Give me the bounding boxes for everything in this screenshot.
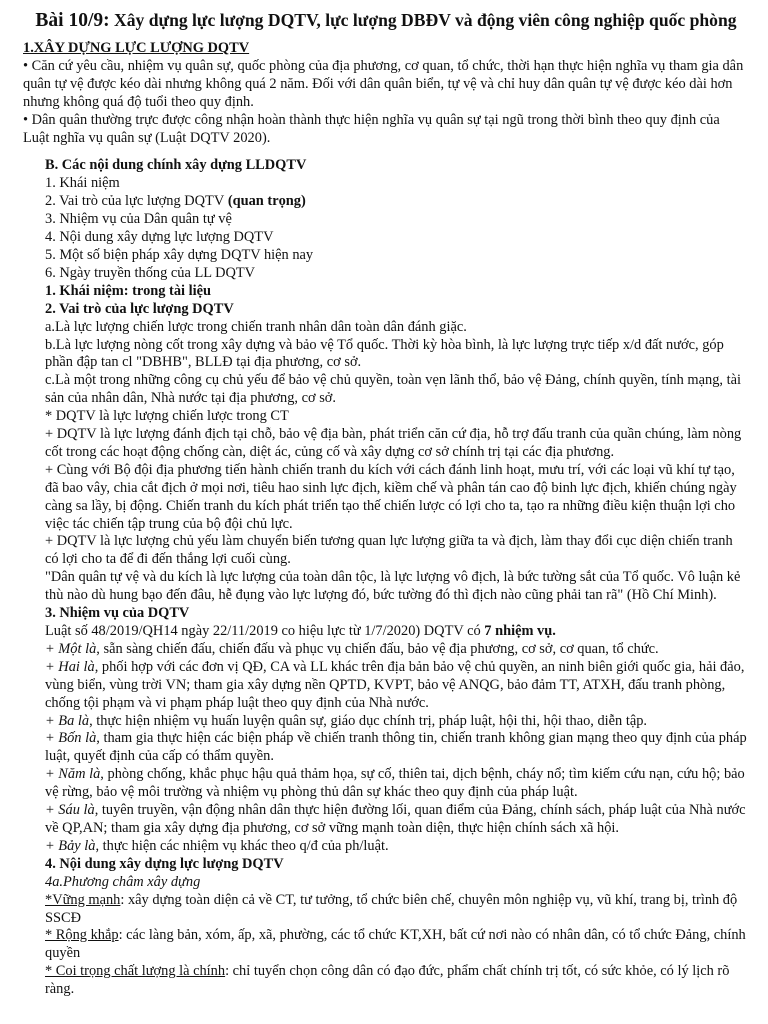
- part2-role-a: a.Là lực lượng chiến lược trong chiến tranh nhân dân toàn dân đánh giặc.: [45, 318, 467, 335]
- task-7-lead: + Bảy là: [45, 837, 96, 854]
- part3-intro-text: Luật số 48/2019/QH14 ngày 22/11/2019 co hiệu lực từ 1/7/2020) DQTV có: [45, 623, 485, 639]
- task-6: [45, 802, 749, 838]
- principle-3: [45, 963, 749, 999]
- task-1: [45, 641, 749, 659]
- part2-heading: 2. Vai trò của lực lượng DQTV: [45, 300, 234, 317]
- task-4: [45, 730, 749, 766]
- part3-heading: 3. Nhiệm vụ của DQTV: [45, 605, 190, 622]
- task-2-lead: + Hai là: [45, 658, 95, 675]
- sectionB-outline: [23, 157, 749, 282]
- task-6-text: , tuyên truyền, vận động nhân dân thực hiện đường lối, quan điểm của Đảng, chính sách, pháp luật của Nhà nước về QP,AN; tham gia xây dựng địa phương, cơ sở vững mạnh toàn diện, thực hiện chính sách xã hội.: [45, 802, 746, 836]
- section1-heading: 1.XÂY DỰNG LỰC LƯỢNG DQTV: [23, 40, 250, 56]
- title-text: Xây dựng lực lượng DQTV, lực lượng DBĐV và động viên công nghiệp quốc phòng: [109, 10, 737, 30]
- task-4-text: , tham gia thực hiện các biện pháp về chiến tranh thông tin, chiến tranh không gian mạng theo quy định của pháp luật, quyết định của cấp có thẩm quyền.: [45, 730, 747, 765]
- outline-item-6: 6. Ngày truyền thống của LL DQTV: [45, 264, 256, 281]
- principle-2-text: : các làng bản, xóm, ấp, xã, phường, các tổ chức KT,XH, bất cứ nơi nào có nhân dân, có tổ chức Đảng, chính quyền: [45, 927, 746, 962]
- spacer: [23, 147, 749, 157]
- document-title: [23, 7, 749, 35]
- section1-bullet-2: • Dân quân thường trực được công nhận hoàn thành thực hiện nghĩa vụ quân sự tại ngũ trong thời bình theo quy định của Luật nghĩa vụ quân sự (Luật DQTV 2020).: [23, 111, 720, 146]
- principle-3-text: : chỉ tuyển chọn công dân có đạo đức, phẩm chất chính trị tốt, có sức khỏe, có lý lịch rõ ràng.: [45, 963, 730, 998]
- sectionB-heading: B. Các nội dung chính xây dựng LLDQTV: [45, 157, 307, 174]
- part3-intro-bold: 7 nhiệm vụ.: [484, 623, 556, 639]
- body-content: [23, 283, 749, 999]
- principle-1: [45, 892, 749, 928]
- part2-role-b: b.Là lực lượng nòng cốt trong xây dựng và bảo vệ Tổ quốc. Thời kỳ hòa bình, là lực lượng trực tiếp x/d đất nước, góp phần đập tan cl "DBHB", BLLĐ tại địa phương, cơ sở.: [45, 336, 724, 371]
- part2-plus-2: + Cùng với Bộ đội địa phương tiến hành chiến tranh du kích với cách đánh linh hoạt, mưu trí, với các loại vũ khí tự tạo, đã bao vây, chia cắt địch ở mọi nơi, tiêu hao sinh lực địch, kiềm chế và phân tán cao độ binh lực địch, khiến chúng ngày càng sa lầy, bị động. Chiến tranh du kích phát triển tạo thế chiến lược có lợi cho ta, tạo ra những điều kiện thuận lợi cho việc tác chiến tập trung của bộ đội chủ lực.: [45, 461, 737, 532]
- outline-item-5: 5. Một số biện pháp xây dựng DQTV hiện nay: [45, 246, 314, 263]
- document-page: [23, 0, 749, 999]
- task-2: [45, 659, 749, 713]
- part2-quote: "Dân quân tự vệ và du kích là lực lượng của toàn dân tộc, là lực lượng vô địch, là bức tường sắt của Tổ quốc. Vô luận kẻ thù nào dù hung bạo đến đâu, hễ đụng vào lực lượng đó, bức tường đó thì địch nào cũng phải tan rã" (Hồ Chí Minh).: [45, 569, 741, 604]
- task-1-text: , sẵn sàng chiến đấu, chiến đấu và phục vụ chiến đấu, bảo vệ địa phương, cơ sở, cơ quan, tổ chức.: [96, 640, 659, 657]
- part4-heading: 4. Nội dung xây dựng lực lượng DQTV: [45, 855, 284, 872]
- section1-bullet-1: • Căn cứ yêu cầu, nhiệm vụ quân sự, quốc phòng của địa phương, cơ quan, tổ chức, thời hạn thực hiện nghĩa vụ tham gia dân quân tự vệ được kéo dài nhưng không quá 2 năm. Đối với dân quân biển, tự vệ và chỉ huy dân quân tự vệ được kéo dài hơn nhưng không quá độ tuổi theo quy định.: [23, 57, 744, 110]
- outline-item-2-text: 2. Vai trò của lực lượng DQTV: [45, 193, 225, 210]
- part1-heading: 1. Khái niệm: trong tài liệu: [45, 282, 212, 299]
- outline-item-3: 3. Nhiệm vụ của Dân quân tự vệ: [45, 211, 232, 228]
- outline-item-1: 1. Khái niệm: [45, 175, 120, 192]
- task-7: [45, 838, 749, 856]
- task-5-lead: + Năm là: [45, 766, 101, 783]
- part2-role-c: c.Là một trong những công cụ chủ yếu để bảo vệ chủ quyền, toàn vẹn lãnh thổ, bảo vệ Đảng, chính quyền, tính mạng, tài sản của nhân dân, Nhà nước tại địa phương, cơ sở.: [45, 372, 741, 407]
- principle-1-lead: *Vững mạnh: [45, 891, 121, 908]
- task-6-lead: + Sáu là: [45, 802, 95, 819]
- part2-star-note: * DQTV là lực lượng chiến lược trong CT: [45, 408, 289, 425]
- task-4-lead: + Bốn là: [45, 730, 97, 747]
- task-3: [45, 713, 749, 731]
- part2-plus-3: + DQTV là lực lượng chủ yếu làm chuyển biến tương quan lực lượng giữa ta và địch, làm thay đổi cục diện chiến tranh có lợi cho ta để đi đến thắng lợi cuối cùng.: [45, 533, 733, 568]
- task-5-text: , phòng chống, khắc phục hậu quả thảm họa, sự cố, thiên tai, dịch bệnh, cháy nổ; tìm kiếm cứu nạn, cứu hộ; bảo vệ rừng, bảo vệ môi trường và nhiệm vụ phòng thủ dân sự khác theo quy định của pháp luật.: [45, 766, 745, 801]
- part2-plus-1: + DQTV là lực lượng đánh địch tại chỗ, bảo vệ địa bàn, phát triển căn cứ địa, hỗ trợ đấu tranh của quần chúng, làm nòng cốt trong các hoạt động chống càn, diệt ác, củng cố và xây dựng cơ sở chính trị tại các địa phương.: [45, 426, 742, 460]
- part3-intro: [45, 623, 749, 641]
- principle-2: [45, 927, 749, 963]
- title-lead: Bài 10/9:: [35, 10, 110, 31]
- principle-2-lead: * Rộng khắp: [45, 927, 119, 944]
- task-5: [45, 766, 749, 802]
- outline-item-4: 4. Nội dung xây dựng lực lượng DQTV: [45, 229, 274, 246]
- outline-item-2-emphasis: (quan trọng): [224, 193, 306, 210]
- task-3-text: , thực hiện nhiệm vụ huấn luyện quân sự, giáo dục chính trị, pháp luật, hội thi, hội thao, diễn tập.: [89, 712, 648, 729]
- task-3-lead: + Ba là: [45, 712, 90, 729]
- outline-item-2: [45, 193, 749, 211]
- task-7-text: , thực hiện các nhiệm vụ khác theo q/đ của ph/luật.: [95, 837, 389, 854]
- part4-subheading: 4a.Phương châm xây dựng: [45, 873, 201, 890]
- task-2-text: , phối hợp với các đơn vị QĐ, CA và LL khác trên địa bản bảo vệ chủ quyền, an ninh biên giới quốc gia, hải đảo, vùng biển, vùng trời VN; tham gia xây dựng nền QPTD, KVPT, bảo vệ ANQG, bảo đảm TT, ATXH, đấu tranh phòng, chống tội phạm và vi phạm pháp luật theo quy định của Nhà nước.: [45, 658, 745, 711]
- task-1-lead: + Một là: [45, 640, 97, 657]
- principle-1-text: : xây dựng toàn diện cả về CT, tư tưởng, tổ chức biên chế, chuyên môn nghiệp vụ, vũ khí, trang bị, trình độ SSCĐ: [45, 891, 738, 926]
- principle-3-lead: * Coi trọng chất lượng là chính: [45, 963, 226, 980]
